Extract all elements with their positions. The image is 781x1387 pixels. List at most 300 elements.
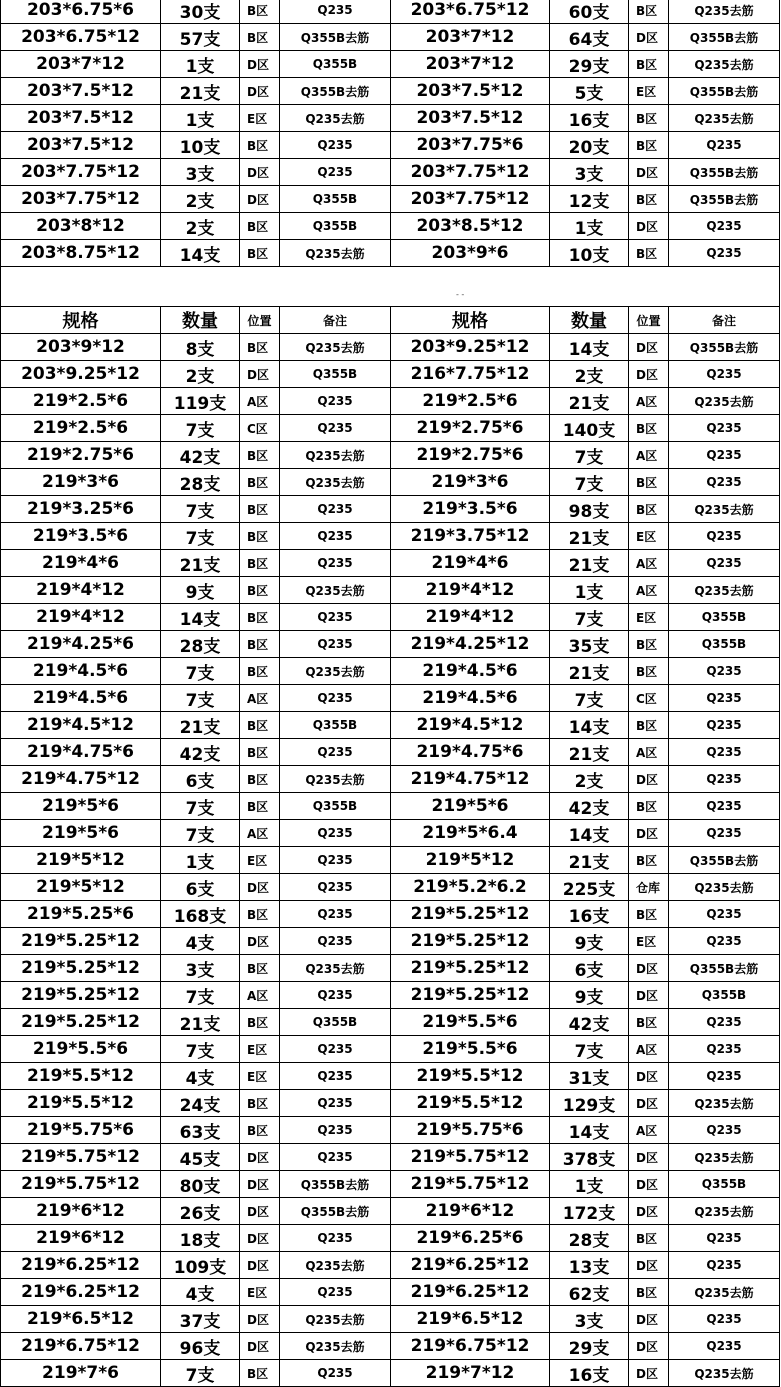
qty-cell: 42支 bbox=[550, 1009, 629, 1036]
qty-cell: 1支 bbox=[550, 1171, 629, 1198]
note-cell: Q235去筋 bbox=[280, 240, 391, 267]
note-cell: Q235 bbox=[669, 361, 780, 388]
note-cell: Q235 bbox=[280, 928, 391, 955]
spec-cell: 203*6.75*12 bbox=[1, 24, 161, 51]
location-cell: D区 bbox=[629, 159, 669, 186]
qty-cell: 14支 bbox=[550, 1117, 629, 1144]
location-cell: B区 bbox=[240, 469, 280, 496]
note-cell: Q235 bbox=[669, 1306, 780, 1333]
qty-cell: 42支 bbox=[161, 442, 240, 469]
location-cell: B区 bbox=[629, 51, 669, 78]
note-cell: Q235去筋 bbox=[280, 1306, 391, 1333]
qty-cell: 7支 bbox=[161, 982, 240, 1009]
gap-mark: - - bbox=[456, 290, 465, 299]
location-cell: D区 bbox=[629, 820, 669, 847]
qty-cell: 7支 bbox=[161, 820, 240, 847]
qty-cell: 18支 bbox=[161, 1225, 240, 1252]
spec-cell: 203*7.5*12 bbox=[391, 78, 550, 105]
location-cell: D区 bbox=[629, 982, 669, 1009]
qty-cell: 7支 bbox=[161, 685, 240, 712]
qty-cell: 7支 bbox=[161, 793, 240, 820]
location-cell: A区 bbox=[629, 550, 669, 577]
spec-cell: 219*2.5*6 bbox=[391, 388, 550, 415]
location-cell: B区 bbox=[240, 1009, 280, 1036]
qty-cell: 96支 bbox=[161, 1333, 240, 1360]
spec-cell: 219*5.5*12 bbox=[1, 1090, 161, 1117]
note-cell: Q235 bbox=[280, 1225, 391, 1252]
location-cell: A区 bbox=[629, 1117, 669, 1144]
location-cell: D区 bbox=[240, 1306, 280, 1333]
note-cell: Q235去筋 bbox=[669, 1360, 780, 1387]
qty-cell: 26支 bbox=[161, 1198, 240, 1225]
qty-cell: 378支 bbox=[550, 1144, 629, 1171]
spec-cell: 219*4*12 bbox=[391, 604, 550, 631]
note-cell: Q235 bbox=[280, 1036, 391, 1063]
location-cell: B区 bbox=[629, 1009, 669, 1036]
qty-cell: 80支 bbox=[161, 1171, 240, 1198]
note-cell: Q355B bbox=[280, 793, 391, 820]
spec-cell: 219*5*6 bbox=[391, 793, 550, 820]
note-cell: Q235 bbox=[669, 793, 780, 820]
table-row bbox=[1, 1009, 780, 1036]
header-note-right: 备注 bbox=[669, 307, 780, 334]
location-cell: A区 bbox=[629, 739, 669, 766]
note-cell: Q235去筋 bbox=[280, 1333, 391, 1360]
location-cell: B区 bbox=[629, 847, 669, 874]
spec-cell: 219*6.25*12 bbox=[1, 1252, 161, 1279]
table-row bbox=[1, 186, 780, 213]
qty-cell: 9支 bbox=[550, 982, 629, 1009]
note-cell: Q355B bbox=[280, 186, 391, 213]
table-row bbox=[1, 51, 780, 78]
location-cell: E区 bbox=[240, 847, 280, 874]
spec-cell: 219*3.5*6 bbox=[1, 523, 161, 550]
spec-cell: 203*9*6 bbox=[391, 240, 550, 267]
location-cell: D区 bbox=[240, 1252, 280, 1279]
location-cell: B区 bbox=[629, 132, 669, 159]
spec-cell: 219*3.75*12 bbox=[391, 523, 550, 550]
note-cell: Q235去筋 bbox=[280, 577, 391, 604]
note-cell: Q235去筋 bbox=[669, 1144, 780, 1171]
qty-cell: 7支 bbox=[161, 415, 240, 442]
header-spec-right: 规格 bbox=[391, 307, 550, 334]
spec-cell: 219*6*12 bbox=[391, 1198, 550, 1225]
location-cell: B区 bbox=[240, 442, 280, 469]
table-row bbox=[1, 0, 780, 24]
spec-cell: 219*4.25*12 bbox=[391, 631, 550, 658]
qty-cell: 3支 bbox=[161, 159, 240, 186]
location-cell: B区 bbox=[629, 0, 669, 24]
qty-cell: 109支 bbox=[161, 1252, 240, 1279]
note-cell: Q235去筋 bbox=[669, 496, 780, 523]
note-cell: Q355B去筋 bbox=[669, 159, 780, 186]
qty-cell: 21支 bbox=[161, 78, 240, 105]
location-cell: D区 bbox=[240, 361, 280, 388]
table-row bbox=[1, 132, 780, 159]
qty-cell: 21支 bbox=[550, 739, 629, 766]
table-row bbox=[1, 1036, 780, 1063]
spec-cell: 219*5.25*12 bbox=[391, 955, 550, 982]
header-loc-left: 位置 bbox=[240, 307, 280, 334]
note-cell: Q235去筋 bbox=[280, 955, 391, 982]
note-cell: Q235 bbox=[280, 388, 391, 415]
table-row bbox=[1, 1306, 780, 1333]
location-cell: D区 bbox=[240, 1144, 280, 1171]
note-cell: Q235 bbox=[280, 820, 391, 847]
qty-cell: 29支 bbox=[550, 1333, 629, 1360]
note-cell: Q235 bbox=[669, 1252, 780, 1279]
spec-cell: 219*5*6.4 bbox=[391, 820, 550, 847]
location-cell: D区 bbox=[629, 1360, 669, 1387]
location-cell: B区 bbox=[629, 631, 669, 658]
location-cell: D区 bbox=[240, 1198, 280, 1225]
qty-cell: 31支 bbox=[550, 1063, 629, 1090]
location-cell: D区 bbox=[629, 361, 669, 388]
qty-cell: 62支 bbox=[550, 1279, 629, 1306]
note-cell: Q235 bbox=[280, 159, 391, 186]
table-row bbox=[1, 631, 780, 658]
note-cell: Q235 bbox=[669, 766, 780, 793]
location-cell: D区 bbox=[240, 159, 280, 186]
table-row bbox=[1, 928, 780, 955]
location-cell: B区 bbox=[240, 213, 280, 240]
qty-cell: 8支 bbox=[161, 334, 240, 361]
qty-cell: 7支 bbox=[550, 685, 629, 712]
note-cell: Q235去筋 bbox=[280, 334, 391, 361]
location-cell: B区 bbox=[629, 415, 669, 442]
note-cell: Q355B去筋 bbox=[280, 1171, 391, 1198]
qty-cell: 63支 bbox=[161, 1117, 240, 1144]
note-cell: Q235 bbox=[669, 1117, 780, 1144]
spec-cell: 219*3.5*6 bbox=[391, 496, 550, 523]
note-cell: Q355B去筋 bbox=[669, 955, 780, 982]
location-cell: B区 bbox=[240, 793, 280, 820]
location-cell: B区 bbox=[240, 955, 280, 982]
note-cell: Q235去筋 bbox=[280, 658, 391, 685]
spec-cell: 219*4*6 bbox=[1, 550, 161, 577]
note-cell: Q235 bbox=[669, 901, 780, 928]
qty-cell: 119支 bbox=[161, 388, 240, 415]
qty-cell: 37支 bbox=[161, 1306, 240, 1333]
note-cell: Q235 bbox=[280, 685, 391, 712]
qty-cell: 6支 bbox=[550, 955, 629, 982]
qty-cell: 21支 bbox=[550, 847, 629, 874]
location-cell: E区 bbox=[240, 105, 280, 132]
location-cell: D区 bbox=[629, 766, 669, 793]
qty-cell: 10支 bbox=[550, 240, 629, 267]
location-cell: B区 bbox=[240, 1117, 280, 1144]
spec-cell: 219*6.25*12 bbox=[391, 1279, 550, 1306]
note-cell: Q235 bbox=[280, 1117, 391, 1144]
qty-cell: 21支 bbox=[550, 550, 629, 577]
spec-cell: 203*6.75*6 bbox=[1, 0, 161, 24]
spec-cell: 219*6.25*12 bbox=[391, 1252, 550, 1279]
header-spec-left: 规格 bbox=[1, 307, 161, 334]
spec-cell: 219*5*6 bbox=[1, 793, 161, 820]
table-row bbox=[1, 739, 780, 766]
location-cell: A区 bbox=[629, 442, 669, 469]
note-cell: Q235 bbox=[280, 604, 391, 631]
spec-cell: 219*5.2*6.2 bbox=[391, 874, 550, 901]
spec-cell: 219*5*12 bbox=[391, 847, 550, 874]
spec-cell: 203*9.25*12 bbox=[391, 334, 550, 361]
note-cell: Q355B bbox=[280, 51, 391, 78]
location-cell: E区 bbox=[240, 1036, 280, 1063]
note-cell: Q235 bbox=[280, 550, 391, 577]
note-cell: Q235 bbox=[280, 1144, 391, 1171]
qty-cell: 14支 bbox=[550, 712, 629, 739]
table-row bbox=[1, 334, 780, 361]
spec-cell: 219*7*6 bbox=[1, 1360, 161, 1387]
qty-cell: 129支 bbox=[550, 1090, 629, 1117]
location-cell: B区 bbox=[240, 523, 280, 550]
table-row bbox=[1, 1144, 780, 1171]
location-cell: B区 bbox=[240, 240, 280, 267]
note-cell: Q235 bbox=[669, 1063, 780, 1090]
location-cell: B区 bbox=[629, 105, 669, 132]
location-cell: D区 bbox=[629, 1171, 669, 1198]
spec-cell: 219*4.75*12 bbox=[391, 766, 550, 793]
spec-cell: 219*7*12 bbox=[391, 1360, 550, 1387]
note-cell: Q235 bbox=[280, 631, 391, 658]
spec-cell: 219*5.75*6 bbox=[1, 1117, 161, 1144]
location-cell: D区 bbox=[240, 1333, 280, 1360]
stock-table-bottom bbox=[0, 306, 780, 1387]
location-cell: D区 bbox=[240, 78, 280, 105]
table-row bbox=[1, 213, 780, 240]
table-row bbox=[1, 523, 780, 550]
qty-cell: 24支 bbox=[161, 1090, 240, 1117]
note-cell: Q235 bbox=[669, 469, 780, 496]
spec-cell: 219*3.25*6 bbox=[1, 496, 161, 523]
spec-cell: 219*6.75*12 bbox=[1, 1333, 161, 1360]
note-cell: Q235 bbox=[280, 132, 391, 159]
note-cell: Q235 bbox=[280, 1279, 391, 1306]
note-cell: Q235 bbox=[280, 739, 391, 766]
table-row bbox=[1, 388, 780, 415]
location-cell: B区 bbox=[240, 901, 280, 928]
qty-cell: 7支 bbox=[161, 658, 240, 685]
note-cell: Q235 bbox=[669, 523, 780, 550]
location-cell: B区 bbox=[629, 186, 669, 213]
qty-cell: 10支 bbox=[161, 132, 240, 159]
spec-cell: 203*7.5*12 bbox=[1, 132, 161, 159]
qty-cell: 1支 bbox=[550, 213, 629, 240]
qty-cell: 7支 bbox=[550, 469, 629, 496]
note-cell: Q355B去筋 bbox=[280, 24, 391, 51]
location-cell: B区 bbox=[240, 1360, 280, 1387]
qty-cell: 21支 bbox=[550, 523, 629, 550]
table-row bbox=[1, 901, 780, 928]
note-cell: Q355B bbox=[669, 982, 780, 1009]
table-row bbox=[1, 577, 780, 604]
spec-cell: 219*4.5*12 bbox=[391, 712, 550, 739]
table-row bbox=[1, 1333, 780, 1360]
location-cell: B区 bbox=[629, 240, 669, 267]
location-cell: D区 bbox=[629, 24, 669, 51]
qty-cell: 60支 bbox=[550, 0, 629, 24]
location-cell: A区 bbox=[629, 1036, 669, 1063]
qty-cell: 21支 bbox=[550, 388, 629, 415]
qty-cell: 16支 bbox=[550, 1360, 629, 1387]
location-cell: B区 bbox=[240, 550, 280, 577]
table-row bbox=[1, 685, 780, 712]
qty-cell: 2支 bbox=[161, 186, 240, 213]
qty-cell: 7支 bbox=[161, 1036, 240, 1063]
note-cell: Q235 bbox=[669, 658, 780, 685]
note-cell: Q235 bbox=[280, 847, 391, 874]
spec-cell: 219*5.75*12 bbox=[1, 1171, 161, 1198]
qty-cell: 21支 bbox=[161, 550, 240, 577]
location-cell: E区 bbox=[629, 604, 669, 631]
location-cell: C区 bbox=[629, 685, 669, 712]
header-qty-right: 数量 bbox=[550, 307, 629, 334]
table-row bbox=[1, 550, 780, 577]
spec-cell: 203*7.75*12 bbox=[391, 186, 550, 213]
table-row bbox=[1, 1198, 780, 1225]
location-cell: 仓库 bbox=[629, 874, 669, 901]
qty-cell: 172支 bbox=[550, 1198, 629, 1225]
location-cell: A区 bbox=[629, 577, 669, 604]
spec-cell: 203*7.75*6 bbox=[391, 132, 550, 159]
spec-cell: 203*9.25*12 bbox=[1, 361, 161, 388]
qty-cell: 7支 bbox=[161, 523, 240, 550]
qty-cell: 16支 bbox=[550, 901, 629, 928]
qty-cell: 9支 bbox=[161, 577, 240, 604]
qty-cell: 16支 bbox=[550, 105, 629, 132]
spec-cell: 219*4.5*12 bbox=[1, 712, 161, 739]
qty-cell: 29支 bbox=[550, 51, 629, 78]
location-cell: B区 bbox=[629, 469, 669, 496]
location-cell: A区 bbox=[240, 982, 280, 1009]
location-cell: B区 bbox=[240, 604, 280, 631]
spec-cell: 219*5.5*6 bbox=[391, 1036, 550, 1063]
qty-cell: 7支 bbox=[550, 1036, 629, 1063]
spec-cell: 219*4.75*6 bbox=[391, 739, 550, 766]
spec-cell: 203*7.5*12 bbox=[1, 105, 161, 132]
location-cell: B区 bbox=[629, 1225, 669, 1252]
table-row bbox=[1, 793, 780, 820]
location-cell: B区 bbox=[240, 24, 280, 51]
qty-cell: 57支 bbox=[161, 24, 240, 51]
table-row bbox=[1, 847, 780, 874]
qty-cell: 21支 bbox=[550, 658, 629, 685]
qty-cell: 12支 bbox=[550, 186, 629, 213]
note-cell: Q235 bbox=[669, 712, 780, 739]
spec-cell: 219*6.5*12 bbox=[391, 1306, 550, 1333]
location-cell: A区 bbox=[240, 820, 280, 847]
qty-cell: 225支 bbox=[550, 874, 629, 901]
spec-cell: 203*7.5*12 bbox=[391, 105, 550, 132]
spec-cell: 203*9*12 bbox=[1, 334, 161, 361]
qty-cell: 3支 bbox=[550, 159, 629, 186]
spec-cell: 219*5.5*12 bbox=[1, 1063, 161, 1090]
table-row bbox=[1, 1360, 780, 1387]
table-row bbox=[1, 1279, 780, 1306]
location-cell: B区 bbox=[629, 1279, 669, 1306]
table-row bbox=[1, 604, 780, 631]
location-cell: B区 bbox=[629, 496, 669, 523]
spec-cell: 219*4.5*6 bbox=[391, 685, 550, 712]
note-cell: Q355B去筋 bbox=[669, 334, 780, 361]
location-cell: B区 bbox=[629, 712, 669, 739]
qty-cell: 1支 bbox=[161, 105, 240, 132]
note-cell: Q235去筋 bbox=[280, 469, 391, 496]
note-cell: Q235去筋 bbox=[669, 105, 780, 132]
note-cell: Q235去筋 bbox=[280, 766, 391, 793]
note-cell: Q235 bbox=[669, 213, 780, 240]
table-row bbox=[1, 712, 780, 739]
qty-cell: 7支 bbox=[161, 496, 240, 523]
note-cell: Q235 bbox=[669, 1009, 780, 1036]
note-cell: Q235 bbox=[280, 0, 391, 24]
spec-cell: 219*4.5*6 bbox=[1, 685, 161, 712]
qty-cell: 6支 bbox=[161, 766, 240, 793]
note-cell: Q355B bbox=[280, 712, 391, 739]
spec-cell: 219*4*6 bbox=[391, 550, 550, 577]
qty-cell: 3支 bbox=[550, 1306, 629, 1333]
note-cell: Q235去筋 bbox=[669, 1090, 780, 1117]
spec-cell: 219*3*6 bbox=[1, 469, 161, 496]
location-cell: D区 bbox=[240, 1171, 280, 1198]
note-cell: Q235 bbox=[669, 820, 780, 847]
location-cell: B区 bbox=[629, 901, 669, 928]
qty-cell: 45支 bbox=[161, 1144, 240, 1171]
header-note-left: 备注 bbox=[280, 307, 391, 334]
location-cell: D区 bbox=[240, 928, 280, 955]
note-cell: Q355B bbox=[280, 213, 391, 240]
table-row bbox=[1, 496, 780, 523]
qty-cell: 4支 bbox=[161, 1279, 240, 1306]
spec-cell: 219*6.75*12 bbox=[391, 1333, 550, 1360]
spec-cell: 219*5.25*6 bbox=[1, 901, 161, 928]
qty-cell: 21支 bbox=[161, 712, 240, 739]
note-cell: Q235 bbox=[280, 982, 391, 1009]
location-cell: B区 bbox=[240, 496, 280, 523]
spec-cell: 203*7.75*12 bbox=[1, 186, 161, 213]
location-cell: D区 bbox=[629, 955, 669, 982]
note-cell: Q235 bbox=[280, 496, 391, 523]
spec-cell: 203*7*12 bbox=[391, 24, 550, 51]
location-cell: D区 bbox=[240, 51, 280, 78]
spec-cell: 219*5.5*6 bbox=[1, 1036, 161, 1063]
table-row bbox=[1, 469, 780, 496]
spec-cell: 219*5.25*12 bbox=[1, 955, 161, 982]
location-cell: A区 bbox=[629, 388, 669, 415]
location-cell: B区 bbox=[240, 0, 280, 24]
header-qty-left: 数量 bbox=[161, 307, 240, 334]
spec-cell: 216*7.75*12 bbox=[391, 361, 550, 388]
spec-cell: 219*2.75*6 bbox=[391, 415, 550, 442]
spec-cell: 219*5.25*12 bbox=[1, 982, 161, 1009]
qty-cell: 1支 bbox=[161, 51, 240, 78]
note-cell: Q235去筋 bbox=[669, 1279, 780, 1306]
location-cell: D区 bbox=[629, 1144, 669, 1171]
note-cell: Q355B bbox=[280, 361, 391, 388]
location-cell: D区 bbox=[629, 334, 669, 361]
location-cell: B区 bbox=[240, 631, 280, 658]
note-cell: Q235去筋 bbox=[669, 51, 780, 78]
note-cell: Q235去筋 bbox=[280, 105, 391, 132]
note-cell: Q235去筋 bbox=[669, 1198, 780, 1225]
table-row bbox=[1, 1171, 780, 1198]
spec-cell: 219*6*12 bbox=[1, 1198, 161, 1225]
location-cell: B区 bbox=[240, 739, 280, 766]
note-cell: Q235 bbox=[280, 523, 391, 550]
spec-cell: 219*4*12 bbox=[391, 577, 550, 604]
table-gap bbox=[0, 266, 780, 306]
qty-cell: 2支 bbox=[161, 213, 240, 240]
